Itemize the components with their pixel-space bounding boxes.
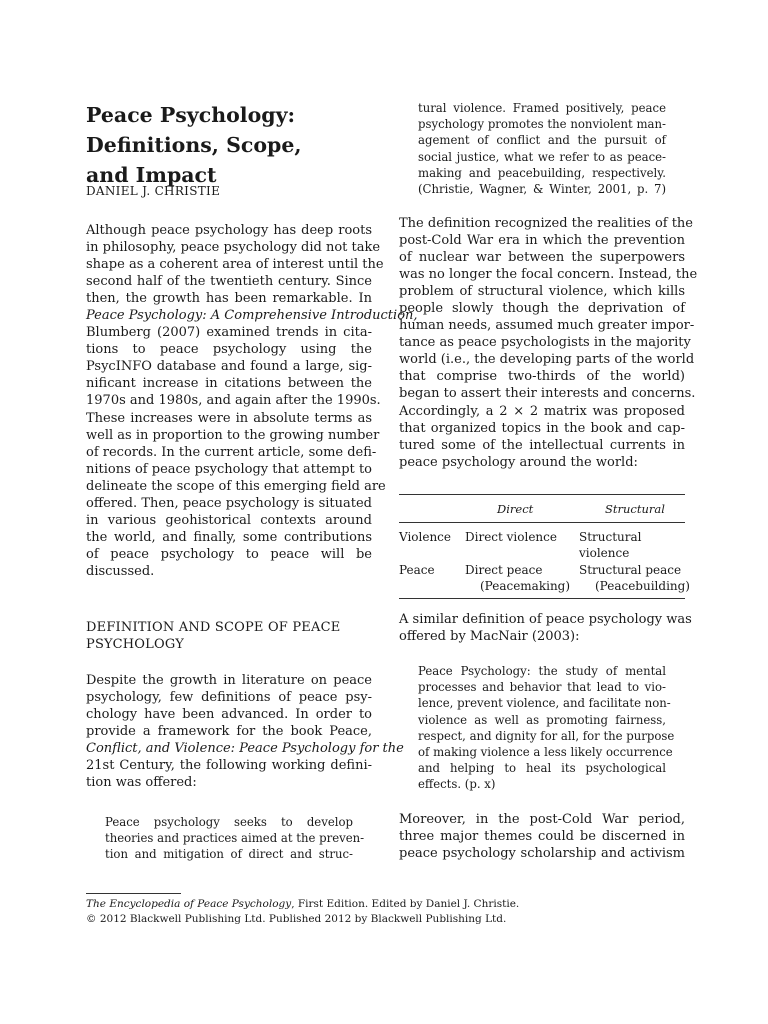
text-line: Although peace psychology has deep roots	[86, 223, 372, 238]
text-line: nificant increase in citations between the	[86, 376, 372, 392]
heading-line: DEFINITION AND SCOPE OF PEACE	[86, 620, 341, 635]
themes-paragraph	[399, 811, 685, 862]
quote-line: Peace Psychology: the study of mental	[418, 664, 666, 678]
quote-line: respect, and dignity for all, for the purpose	[418, 728, 675, 743]
cell-structural-peace-1: Structural peace	[579, 563, 682, 577]
macnair-quote	[418, 663, 675, 793]
table-header-rule	[399, 522, 685, 523]
cell-direct-peace-1: Direct peace	[465, 563, 543, 577]
quote-line: tural violence. Framed positively, peace	[418, 101, 666, 115]
author-name: DANIEL J. CHRISTIE	[86, 184, 221, 198]
text-line: tion was offered:	[86, 775, 197, 791]
quote-line: effects. (p. x)	[418, 777, 496, 792]
text-line: in various geohistorical contexts around	[86, 512, 372, 528]
text-line: discussed.	[86, 563, 155, 579]
footnote-edition: , First Edition. Edited by Daniel J. Christie.	[291, 898, 520, 910]
text-line: people slowly though the deprivation of	[399, 301, 685, 317]
text-line: peace psychology around the world:	[399, 454, 638, 470]
macnair-paragraph	[399, 611, 692, 645]
text-line: three major themes could be discerned in	[399, 829, 685, 845]
footnote-line-2: © 2012 Blackwell Publishing Ltd. Published 2012 by Blackwell Publishing Ltd.	[86, 913, 507, 925]
text-line: provide a framework for the book Peace,	[86, 724, 372, 740]
row-label-peace: Peace	[399, 563, 435, 577]
column-header-structural: Structural	[605, 502, 665, 516]
text-line: well as in proportion to the growing number	[86, 427, 380, 443]
text-line: of nuclear war between the superpowers	[399, 250, 685, 266]
heading-line: PSYCHOLOGY	[86, 637, 184, 652]
quote-line: (Christie, Wagner, & Winter, 2001, p. 7)	[418, 181, 666, 196]
definition-paragraph	[399, 215, 698, 471]
quote-line: and helping to heal its psychological	[418, 761, 666, 776]
text-line: tance as peace psychologists in the majority	[399, 335, 691, 351]
title-line-1: Peace Psychology:	[86, 103, 296, 127]
cell-structural-violence-1: Structural	[579, 530, 642, 544]
article-title	[86, 100, 346, 190]
text-line: the world, and finally, some contributions	[86, 529, 372, 545]
text-line: offered by MacNair (2003):	[399, 629, 580, 645]
text-line: of records. In the current article, some defi-	[86, 444, 377, 460]
cell-structural-peace-2: (Peacebuilding)	[595, 579, 690, 593]
quote-line: psychology promotes the nonviolent man-	[418, 117, 666, 132]
text-line: offered. Then, peace psychology is situated	[86, 495, 372, 511]
column-header-direct: Direct	[497, 502, 534, 516]
text-line: world (i.e., the developing parts of the world	[399, 352, 695, 368]
quote-line: making and peacebuilding, respectively.	[418, 165, 666, 180]
text-line: A similar definition of peace psychology was	[399, 612, 692, 627]
quote-line: processes and behavior that lead to vio-	[418, 680, 666, 695]
footnote-line-1	[86, 897, 519, 912]
cell-direct-peace-2: (Peacemaking)	[480, 579, 571, 593]
encyclopedia-title: The Encyclopedia of Peace Psychology	[86, 898, 292, 910]
quote-line: theories and practices aimed at the preven-	[105, 831, 365, 846]
footnote-rule	[86, 893, 181, 894]
section-heading	[86, 619, 340, 653]
cell-structural-violence-2: violence	[579, 546, 630, 560]
text-line: 1970s and 1980s, and again after the 1990s.	[86, 393, 381, 409]
quote-line: lence, prevent violence, and facilitate non-	[418, 696, 671, 711]
quote-line: tion and mitigation of direct and struc-	[105, 847, 353, 862]
table-bottom-rule	[399, 598, 685, 599]
matrix-table	[399, 494, 690, 599]
text-line: These increases were in absolute terms as	[86, 410, 372, 426]
text-line: second half of the twentieth century. Since	[86, 274, 372, 290]
quote-line: social justice, what we refer to as peace-	[418, 149, 666, 164]
text-line: tions to peace psychology using the	[86, 342, 372, 358]
text-line: Blumberg (2007) examined trends in cita-	[86, 325, 372, 341]
text-line: began to assert their interests and concerns.	[399, 386, 696, 402]
title-line-3: and Impact	[86, 163, 217, 187]
cell-direct-violence: Direct violence	[465, 530, 557, 544]
text-line: was no longer the focal concern. Instead, the	[399, 267, 698, 283]
text-line: The definition recognized the realities of the	[399, 216, 693, 231]
text-line: nitions of peace psychology that attempt to	[86, 461, 372, 477]
text-line: tured some of the intellectual currents in	[399, 437, 685, 453]
quote-line: Peace psychology seeks to develop	[105, 815, 353, 829]
quote-line: violence as well as promoting fairness,	[418, 712, 666, 727]
quote-line: agement of conflict and the pursuit of	[418, 133, 666, 148]
text-line: delineate the scope of this emerging field are	[86, 478, 386, 494]
text-line: Moreover, in the post-Cold War period,	[399, 812, 685, 827]
text-line: then, the growth has been remarkable. In	[86, 291, 372, 307]
text-line: Conflict, and Violence: Peace Psychology for the	[86, 741, 404, 757]
text-line: psychology, few definitions of peace psy-	[86, 690, 372, 706]
section-paragraph	[86, 672, 404, 791]
block-quote-continued	[418, 100, 666, 197]
text-line: problem of structural violence, which kills	[399, 284, 685, 300]
text-line: Despite the growth in literature on peace	[86, 673, 372, 688]
row-label-violence: Violence	[399, 530, 452, 544]
text-line: Accordingly, a 2 × 2 matrix was proposed	[399, 403, 685, 419]
block-quote	[105, 814, 365, 863]
text-line: Peace Psychology: A Comprehensive Introduction,	[86, 308, 418, 324]
text-line: 21st Century, the following working defini-	[86, 758, 372, 774]
text-line: PsycINFO database and found a large, sig-	[86, 359, 372, 375]
table-top-rule	[399, 494, 685, 495]
intro-paragraph	[86, 222, 418, 580]
text-line: chology have been advanced. In order to	[86, 707, 372, 723]
text-line: in philosophy, peace psychology did not take	[86, 240, 381, 256]
quote-line: of making violence a less likely occurrence	[418, 744, 673, 759]
title-line-2: Definitions, Scope,	[86, 133, 302, 157]
text-line: peace psychology scholarship and activism	[399, 846, 685, 862]
text-line: human needs, assumed much greater impor-	[399, 318, 695, 334]
text-line: of peace psychology to peace will be	[86, 546, 372, 562]
text-line: shape as a coherent area of interest until the	[86, 257, 384, 273]
text-line: that organized topics in the book and cap-	[399, 420, 685, 436]
footnote	[86, 897, 519, 927]
text-line: that comprise two-thirds of the world)	[399, 369, 685, 385]
text-line: post-Cold War era in which the prevention	[399, 233, 685, 249]
